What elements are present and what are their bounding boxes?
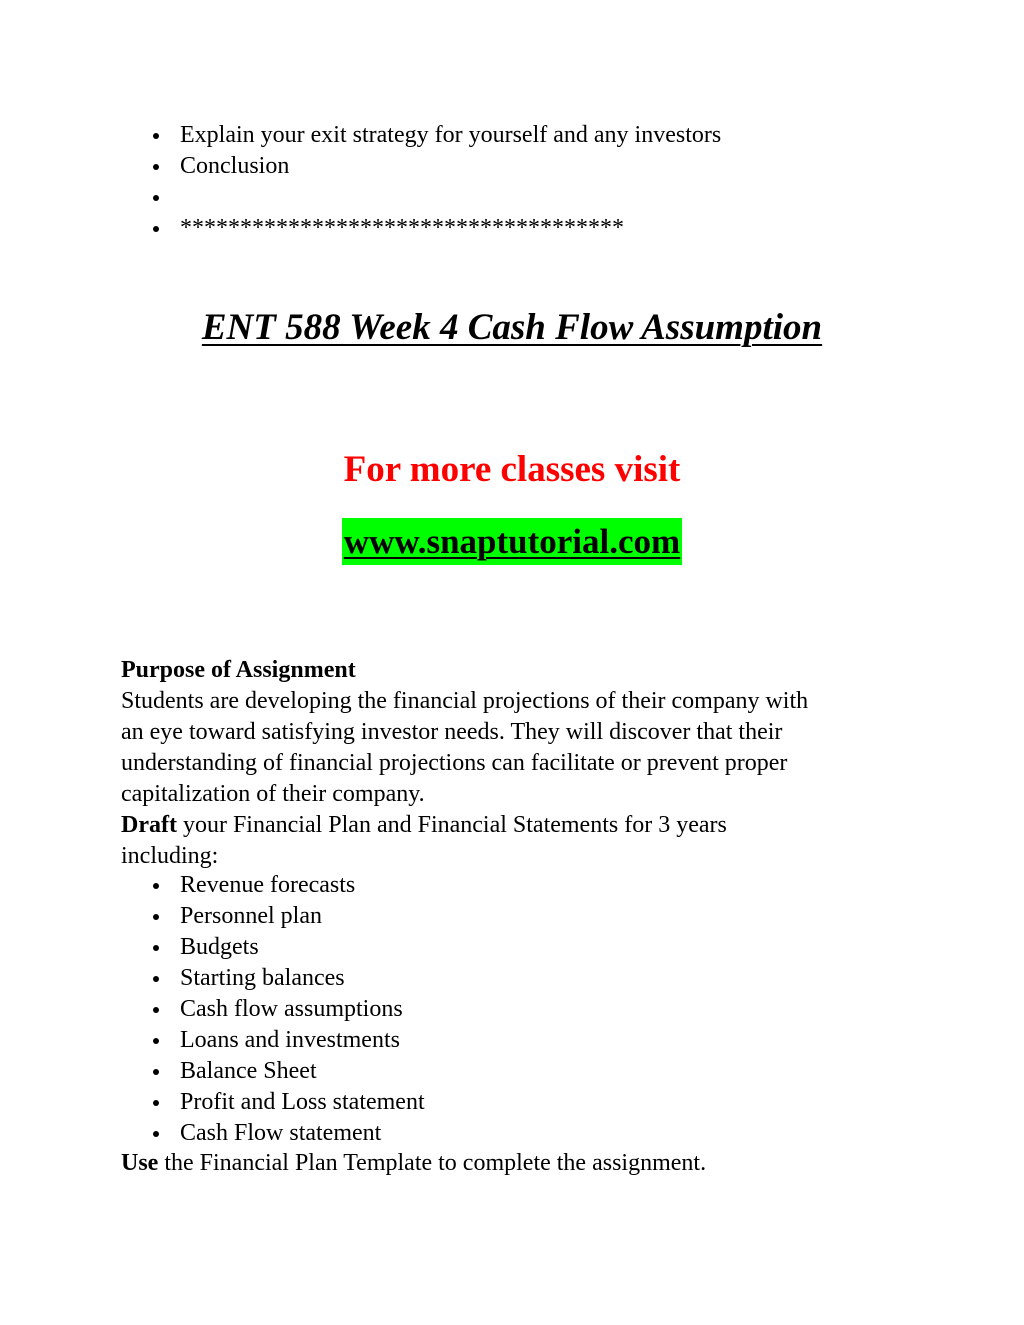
top-bullet-list (121, 120, 721, 244)
list-item (121, 994, 425, 1025)
bullet-icon (153, 226, 159, 232)
bullet-icon (153, 164, 159, 170)
list-item (121, 1025, 425, 1056)
promo-text: For more classes visit (343, 449, 681, 490)
use-rest: the Financial Plan Template to complete the assignment. (158, 1150, 707, 1176)
list-item (121, 151, 721, 182)
bullet-icon (153, 1100, 159, 1106)
deliverables-list (121, 870, 425, 1149)
bullet-icon (153, 133, 159, 139)
list-item (121, 963, 425, 994)
purpose-line: an eye toward satisfying investor needs. They will discover that their (121, 719, 783, 745)
draft-line (121, 810, 911, 841)
bullet-icon (153, 1131, 159, 1137)
draft-line-2: including: (121, 843, 219, 869)
list-item (121, 1056, 425, 1087)
purpose-line: capitalization of their company. (121, 781, 425, 807)
purpose-section (121, 655, 911, 872)
list-item (121, 182, 721, 213)
draft-rest: your Financial Plan and Financial Statements for 3 years (176, 812, 727, 838)
purpose-heading: Purpose of Assignment (121, 657, 356, 683)
list-item (121, 870, 425, 901)
list-item (121, 213, 721, 244)
page-title: ENT 588 Week 4 Cash Flow Assumption (201, 307, 823, 348)
list-item (121, 1118, 425, 1149)
bullet-icon (153, 1038, 159, 1044)
bullet-icon (153, 945, 159, 951)
bullet-icon (153, 1069, 159, 1075)
use-line (121, 1148, 911, 1179)
list-item-text: Profit and Loss statement (180, 1089, 425, 1115)
list-item (121, 1087, 425, 1118)
list-item-text: Loans and investments (180, 1027, 400, 1053)
list-item-text: Personnel plan (180, 903, 322, 929)
list-item-text: Starting balances (180, 965, 345, 991)
draft-bold: Draft (121, 812, 177, 838)
bullet-icon (153, 976, 159, 982)
purpose-line: understanding of financial projections can facilitate or prevent proper (121, 750, 788, 776)
list-item-text: ************************************* (180, 215, 624, 241)
list-item (121, 120, 721, 151)
list-item (121, 901, 425, 932)
list-item-text: Conclusion (180, 153, 290, 179)
list-item-text: Budgets (180, 934, 259, 960)
website-link[interactable]: www.snaptutorial.com (342, 518, 682, 565)
purpose-line: Students are developing the financial projections of their company with (121, 688, 809, 714)
use-section (121, 1148, 911, 1179)
use-bold: Use (121, 1150, 159, 1176)
list-item (121, 932, 425, 963)
bullet-icon (153, 1007, 159, 1013)
list-item-text: Explain your exit strategy for yourself and any investors (180, 122, 722, 148)
list-item-text: Balance Sheet (180, 1058, 317, 1084)
list-item-text: Cash flow assumptions (180, 996, 403, 1022)
list-item-text: Revenue forecasts (180, 872, 356, 898)
bullet-icon (153, 195, 159, 201)
bullet-icon (153, 883, 159, 889)
promo-link-container (0, 518, 1024, 565)
bullet-icon (153, 914, 159, 920)
list-item-text: Cash Flow statement (180, 1120, 382, 1146)
